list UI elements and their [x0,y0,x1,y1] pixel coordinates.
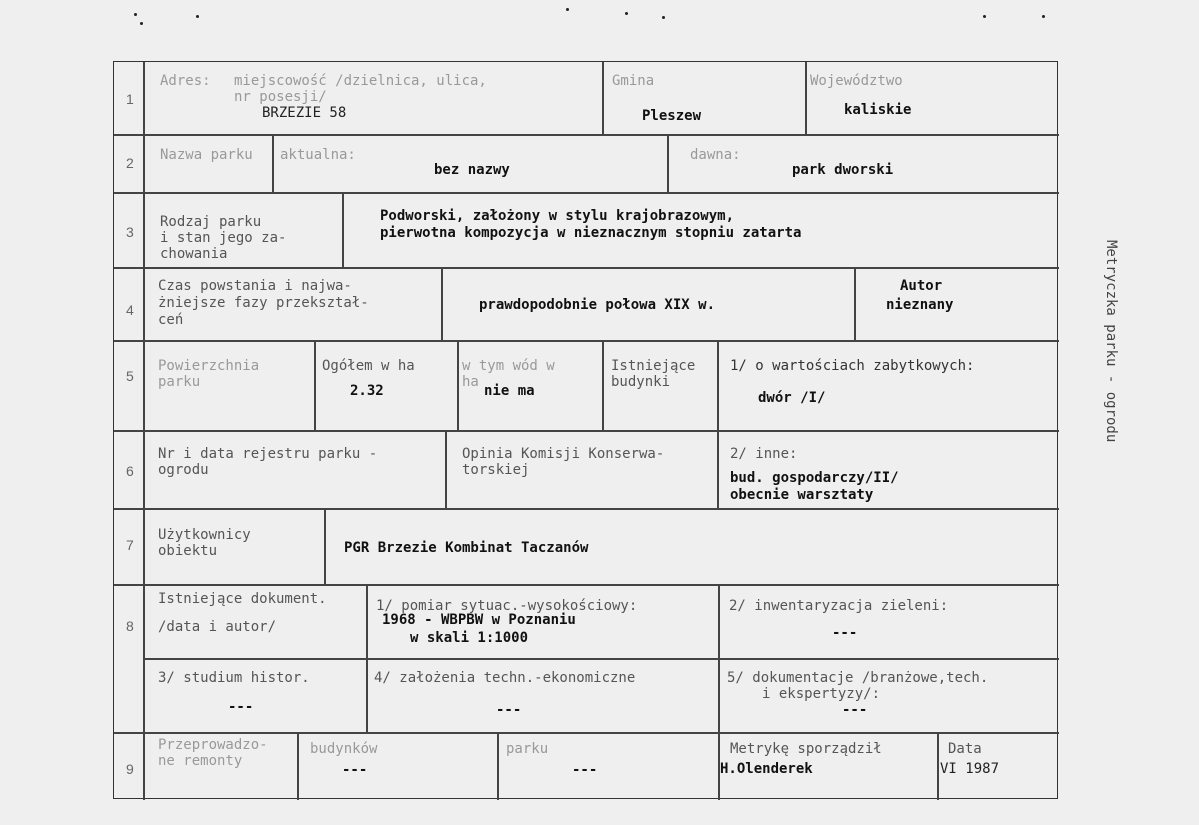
former-name-label: dawna: [690,147,741,163]
row-divider [114,584,1059,586]
existing-buildings-label: Istniejące [611,358,696,374]
park-type-value-2: pierwotna kompozycja w nieznacznym stopniu zatarta [380,225,802,241]
address-value: BRZEZIE 58 [262,105,347,121]
origin-label-2: żniejsze fazy przekształ- [158,295,369,311]
speck [196,15,199,18]
greenery-inventory-label: 2/ inwentaryzacja zieleni: [729,598,949,614]
building-repairs-value: --- [342,762,368,778]
other-buildings-value-2: obecnie warsztaty [730,487,874,503]
side-title: Metryczka parku - ogrodu [1103,240,1119,443]
prepared-by-value: H.Olenderek [720,761,813,777]
park-type-label: Rodzaj parku [160,214,262,230]
cell-divider [441,267,443,340]
users-value: PGR Brzezie Kombinat Taczanów [344,540,589,556]
conservation-opinion-label: Opinia Komisji Konserwa- [462,446,665,462]
row-divider [114,267,1059,269]
row-number-9: 9 [126,761,134,777]
gmina-value: Pleszew [642,108,702,124]
voivodeship-value: kaliskie [844,102,912,118]
area-label: Powierzchnia [158,358,260,374]
cell-divider [366,584,368,732]
documentation-label-2: i ekspertyzy/: [762,686,881,702]
cell-divider [324,508,326,584]
water-area-value: nie ma [484,383,535,399]
date-value: VI 1987 [940,761,1000,777]
heritage-buildings-label: 1/ o wartościach zabytkowych: [730,358,975,374]
historical-study-value: --- [228,699,254,715]
survey-scale: w skali 1:1000 [410,630,529,646]
technical-assumptions-label: 4/ założenia techn.-ekonomiczne [374,670,636,686]
origin-value: prawdopodobnie połowa XIX w. [479,297,716,313]
documents-label: Istniejące dokument. [158,591,327,607]
park-type-value: Podworski, założony w stylu krajobrazowym, [380,208,735,224]
address-label-detail-2: nr posesji/ [234,89,327,105]
cell-divider [314,340,316,430]
prepared-by-label: Metrykę sporządził [730,741,882,757]
address-label-detail: miejscowość /dzielnica, ulica, [234,73,487,89]
total-area-value: 2.32 [350,383,384,399]
address-label: Adres: [160,73,211,89]
cell-divider [497,732,499,800]
speck [625,12,628,15]
park-repairs-value: --- [572,762,598,778]
total-area-label: Ogółem w ha [322,358,415,374]
park-name-label: Nazwa parku [160,147,253,163]
historical-study-label: 3/ studium histor. [158,670,310,686]
cell-divider [805,62,807,134]
cell-divider [602,62,604,134]
row-divider [143,658,1059,660]
cell-divider [602,340,604,430]
row-number-8: 8 [126,618,134,634]
registry-label-2: ogrodu [158,462,209,478]
row-divider [114,134,1059,136]
current-name-value: bez nazwy [434,162,510,178]
building-repairs-label: budynków [310,741,378,757]
row-number-2: 2 [126,155,134,171]
row-divider [114,732,1059,734]
park-repairs-label: parku [506,741,549,757]
cell-divider [297,732,299,800]
origin-label-3: ceń [158,312,184,328]
survey-value: 1968 - WBPBW w Poznaniu [382,612,576,628]
survey-label: 1/ pomiar sytuac.-wysokościowy: [376,598,638,614]
registry-label: Nr i data rejestru parku - [158,446,378,462]
speck [662,16,665,19]
cell-divider [717,340,719,508]
gmina-label: Gmina [612,73,655,89]
origin-label: Czas powstania i najwa- [158,278,352,294]
documentation-label: 5/ dokumentacje /branżowe,tech. [727,670,989,686]
speck [134,13,137,16]
number-column-line [143,62,145,800]
greenery-inventory-value: --- [832,625,858,641]
row-number-4: 4 [126,302,134,318]
park-record-form [113,61,1058,799]
row-divider [114,430,1059,432]
users-label-2: obiektu [158,543,218,559]
existing-buildings-label-2: budynki [611,374,671,390]
speck [140,22,143,25]
water-area-label: w tym wód w [462,358,555,374]
documentation-value: --- [842,702,868,718]
cell-divider [667,134,669,192]
cell-divider [272,134,274,192]
former-name-value: park dworski [792,162,894,178]
park-type-label-3: chowania [160,246,228,262]
cell-divider [457,340,459,430]
voivodeship-label: Województwo [810,73,903,89]
date-label: Data [948,741,982,757]
row-divider [114,192,1059,194]
row-number-7: 7 [126,537,134,553]
speck [566,8,569,11]
row-number-5: 5 [126,368,134,384]
heritage-buildings-value: dwór /I/ [758,390,826,406]
other-buildings-value: bud. gospodarczy/II/ [730,470,899,486]
speck [983,15,986,18]
row-number-6: 6 [126,463,134,479]
repairs-label: Przeprowadzo- [158,737,268,753]
cell-divider [854,267,856,340]
cell-divider [937,732,939,800]
conservation-opinion-label-2: torskiej [462,462,530,478]
cell-divider [445,430,447,508]
row-number-1: 1 [126,91,134,107]
row-divider [114,340,1059,342]
speck [1042,15,1045,18]
water-area-label-2: ha [462,374,479,390]
documents-label-2: /data i autor/ [158,619,277,635]
technical-assumptions-value: --- [496,702,522,718]
area-label-2: parku [158,374,201,390]
row-divider [114,508,1059,510]
park-type-label-2: i stan jego za- [160,230,287,246]
current-name-label: aktualna: [280,147,356,163]
row-number-3: 3 [126,224,134,240]
cell-divider [718,584,720,732]
author-label: Autor [900,278,943,294]
cell-divider [342,192,344,267]
users-label: Użytkownicy [158,527,251,543]
other-buildings-label: 2/ inne: [730,446,798,462]
repairs-label-2: ne remonty [158,753,243,769]
author-value: nieznany [886,297,954,313]
